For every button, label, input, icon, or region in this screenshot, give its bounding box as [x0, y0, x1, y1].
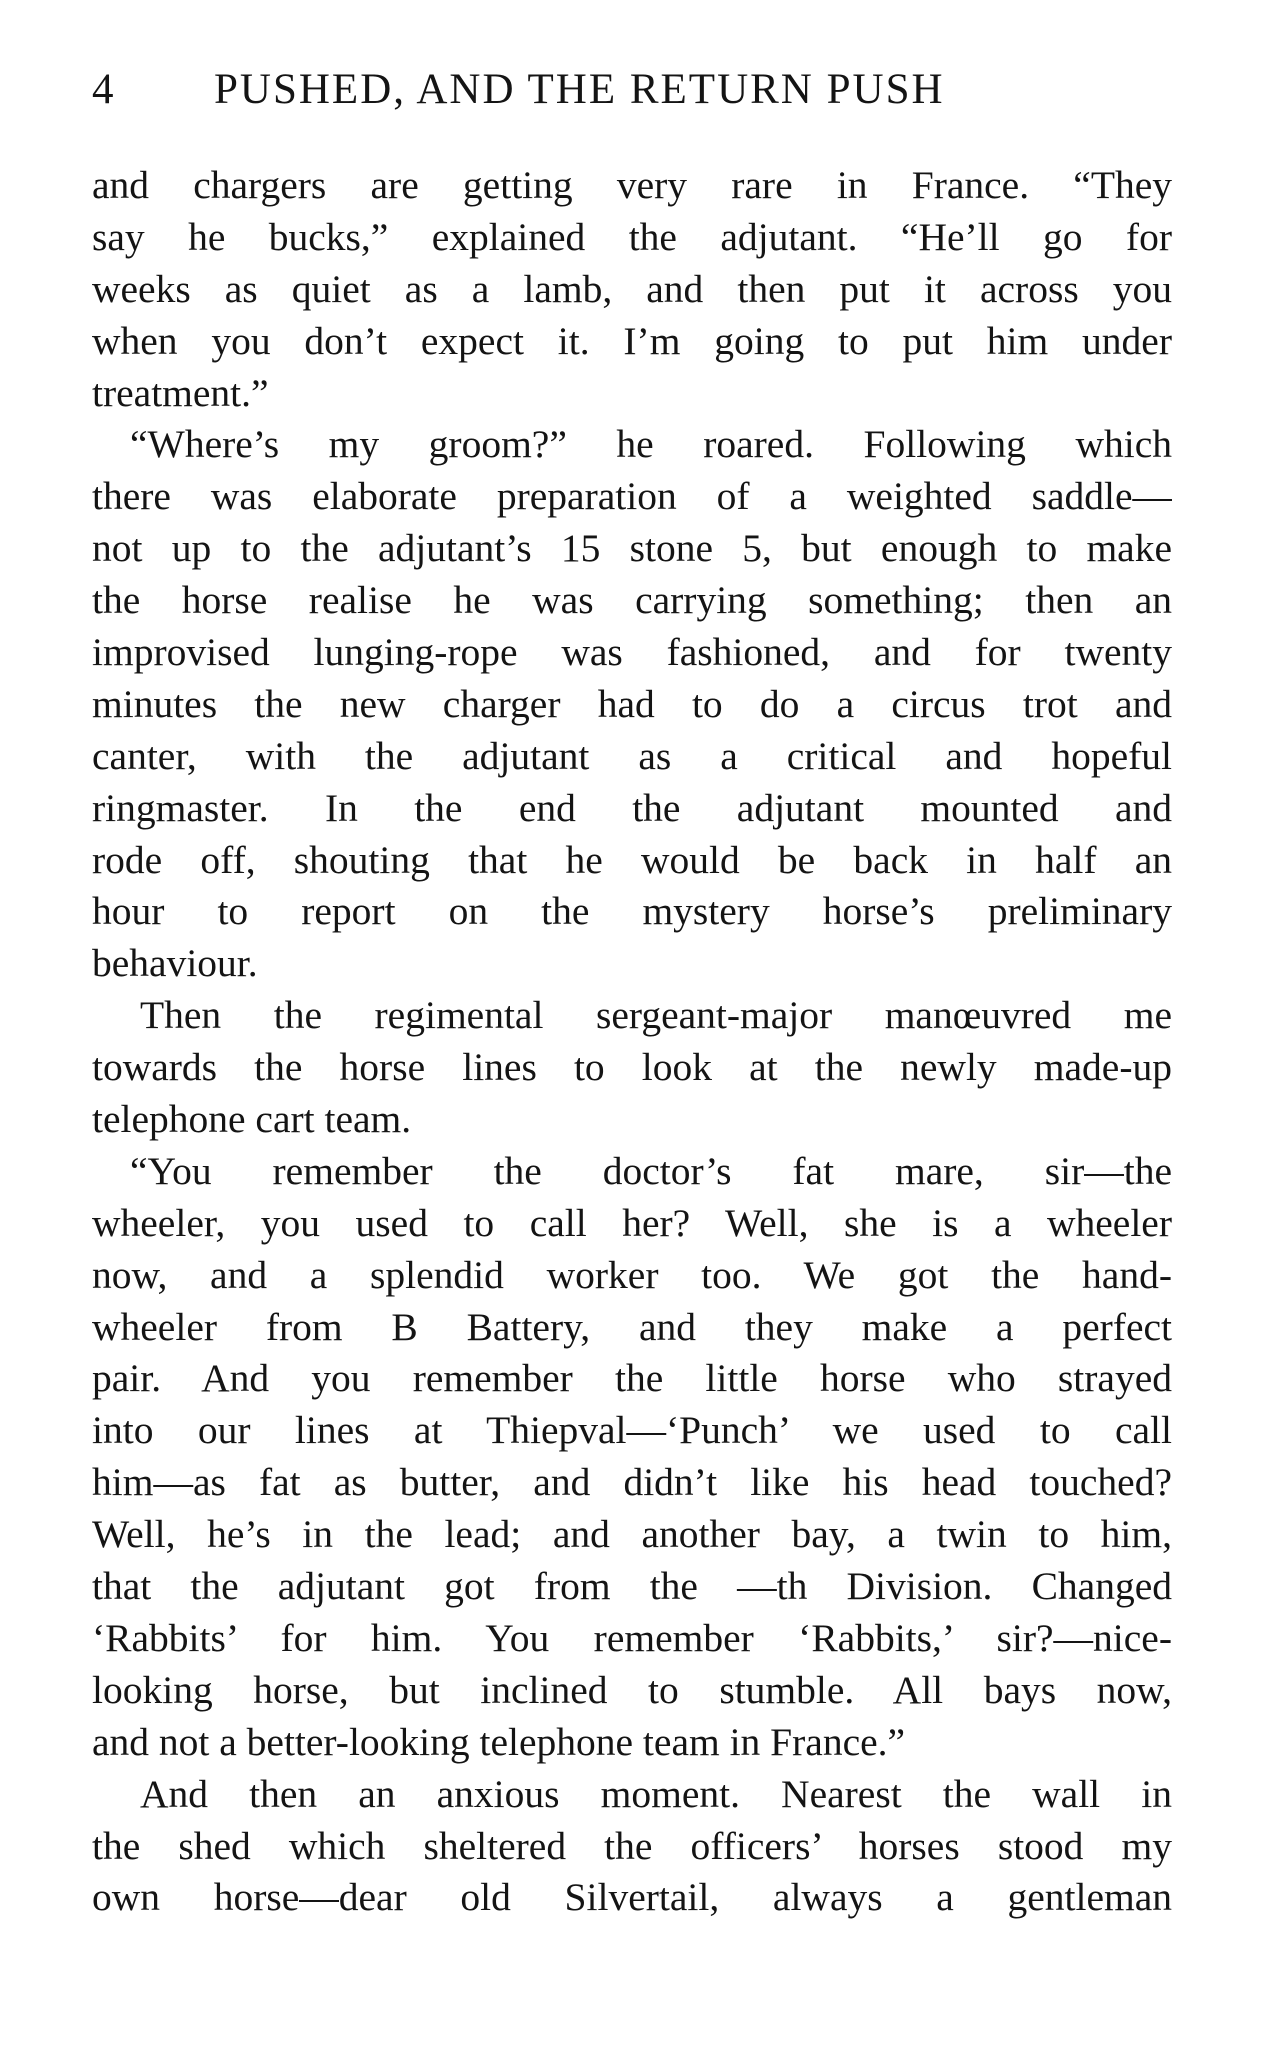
text-line: behaviour.: [92, 941, 258, 986]
running-head: [92, 60, 1172, 120]
text-line: that the adjutant got from the —th Division. Changed: [92, 1564, 1172, 1609]
text-line: pair. And you remember the little horse who strayed: [92, 1356, 1172, 1401]
text-line: improvised lunging-rope was fashioned, and for twenty: [92, 630, 1172, 675]
text-line: there was elaborate preparation of a weighted saddle—: [92, 474, 1172, 519]
text-line: wheeler from B Battery, and they make a perfect: [92, 1304, 1172, 1349]
text-line: wheeler, you used to call her? Well, she is a wheeler: [92, 1200, 1172, 1245]
text-line: Well, he’s in the lead; and another bay, a twin to him,: [92, 1512, 1172, 1557]
text-line: when you don’t expect it. I’m going to put him under: [92, 318, 1172, 363]
text-line: rode off, shouting that he would be back in half an: [92, 837, 1172, 882]
text-line: the shed which sheltered the officers’ horses stood my: [92, 1823, 1172, 1868]
running-title: PUSHED, AND THE RETURN PUSH: [214, 66, 945, 113]
text-line: ‘Rabbits’ for him. You remember ‘Rabbits,’ sir?—nice-: [92, 1615, 1172, 1660]
text-line: canter, with the adjutant as a critical and hopeful: [92, 733, 1172, 778]
text-line: into our lines at Thiepval—‘Punch’ we used to call: [92, 1408, 1172, 1453]
text-line: the horse realise he was carrying something; then an: [92, 578, 1172, 623]
text-line: towards the horse lines to look at the newly made-up: [92, 1045, 1172, 1090]
text-line: minutes the new charger had to do a circus trot and: [92, 681, 1172, 726]
page-number: 4: [92, 66, 116, 113]
text-line: not up to the adjutant’s 15 stone 5, but enough to make: [92, 526, 1172, 571]
text-line: own horse—dear old Silvertail, always a gentleman: [92, 1875, 1172, 1920]
text-line: Then the regimental sergeant-major manœuvred me: [140, 993, 1172, 1038]
text-line: looking horse, but inclined to stumble. All bays now,: [92, 1667, 1172, 1712]
text-line: ringmaster. In the end the adjutant mounted and: [92, 785, 1172, 830]
text-line: weeks as quiet as a lamb, and then put it across you: [92, 266, 1172, 311]
text-line: “You remember the doctor’s fat mare, sir—the: [130, 1148, 1172, 1193]
text-line: treatment.”: [92, 370, 269, 415]
text-line: telephone cart team.: [92, 1097, 412, 1142]
body-text: [92, 160, 1172, 1924]
text-line: And then an anxious moment. Nearest the wall in: [140, 1771, 1172, 1816]
text-line: hour to report on the mystery horse’s preliminary: [92, 889, 1172, 934]
text-line: now, and a splendid worker too. We got the hand-: [92, 1252, 1172, 1297]
text-line: “Where’s my groom?” he roared. Following which: [130, 422, 1172, 467]
text-line: say he bucks,” explained the adjutant. “He’ll go for: [92, 214, 1172, 259]
text-line: him—as fat as butter, and didn’t like his head touched?: [92, 1460, 1172, 1505]
text-line: and chargers are getting very rare in France. “They: [92, 163, 1172, 207]
text-line: and not a better-looking telephone team in France.”: [92, 1719, 906, 1764]
